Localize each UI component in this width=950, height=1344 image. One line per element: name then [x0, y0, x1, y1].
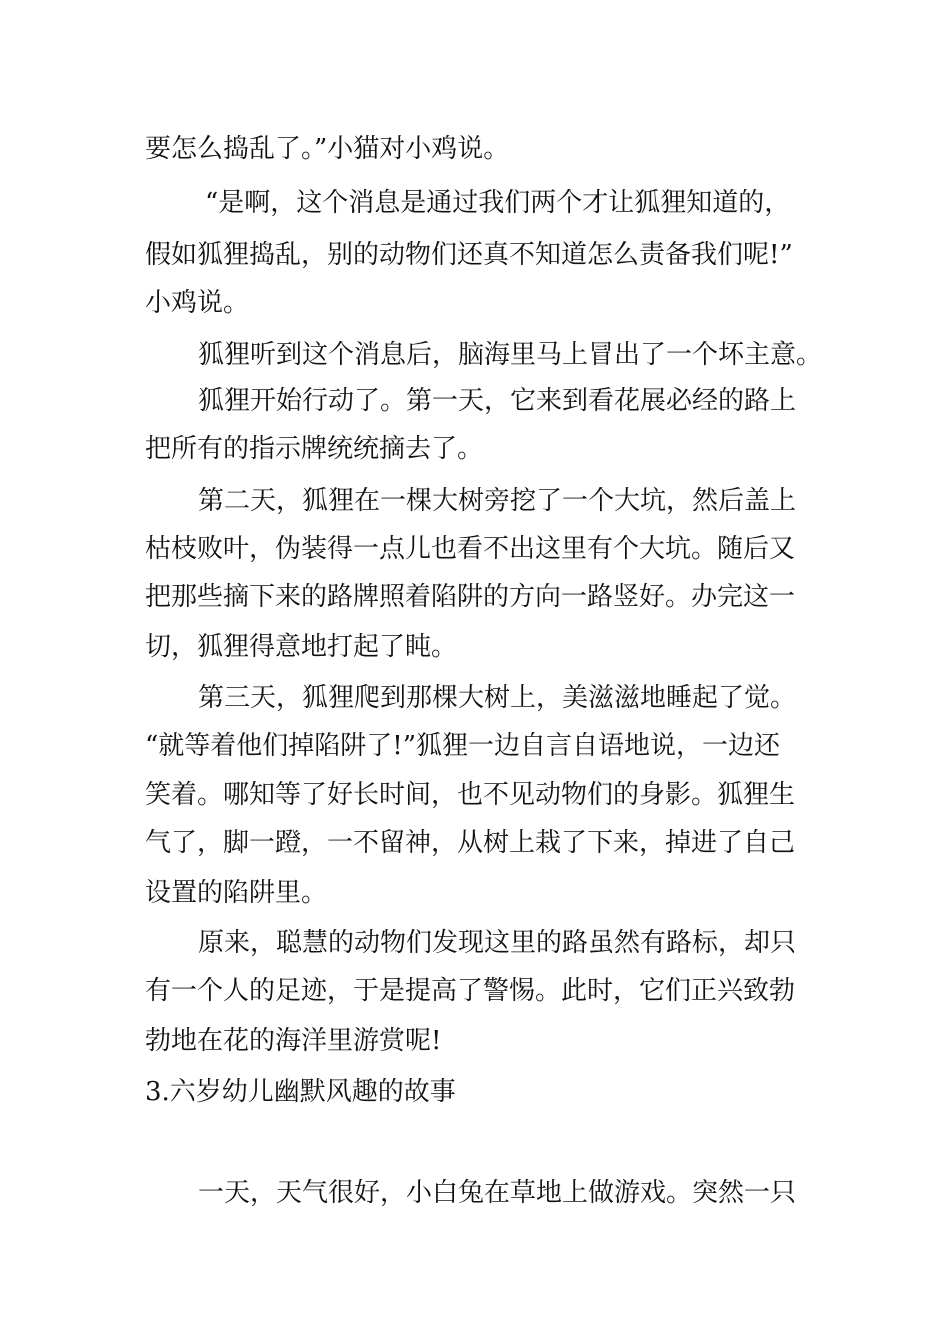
text-line: 勃地在花的海洋里游赏呢!: [145, 1026, 442, 1056]
text-line: 气了，脚一蹬，一不留神，从树上栽了下来，掉进了自己: [145, 828, 796, 858]
section-heading: 3.六岁幼儿幽默风趣的故事: [145, 1077, 456, 1107]
text-line: 有一个人的足迹，于是提高了警惕。此时，它们正兴致勃: [145, 976, 796, 1006]
text-line: “就等着他们掉陷阱了!”狐狸一边自言自语地说，一边还: [145, 731, 781, 761]
text-line: 笑着。哪知等了好长时间，也不见动物们的身影。狐狸生: [145, 780, 796, 810]
text-line: 小鸡说。: [145, 288, 250, 318]
text-line: 要怎么捣乱了。”小猫对小鸡说。: [145, 134, 510, 164]
text-line: 狐狸开始行动了。第一天，它来到看花展必经的路上: [198, 386, 797, 416]
text-line: 枯枝败叶，伪装得一点儿也看不出这里有个大坑。随后又: [145, 534, 796, 564]
text-line: 一天，天气很好，小白兔在草地上做游戏。突然一只: [198, 1178, 797, 1208]
text-line: “是啊，这个消息是通过我们两个才让狐狸知道的，: [205, 188, 791, 218]
text-line: 把那些摘下来的路牌照着陷阱的方向一路竖好。办完这一: [145, 582, 796, 612]
text-line: 原来，聪慧的动物们发现这里的路虽然有路标，却只: [198, 928, 797, 958]
text-line: 设置的陷阱里。: [145, 878, 328, 908]
text-line: 第二天，狐狸在一棵大树旁挖了一个大坑，然后盖上: [198, 486, 797, 516]
text-line: 假如狐狸捣乱，别的动物们还真不知道怎么责备我们呢!”: [145, 240, 793, 270]
text-line: 把所有的指示牌统统摘去了。: [145, 434, 484, 464]
text-line: 第三天，狐狸爬到那棵大树上，美滋滋地睡起了觉。: [198, 683, 797, 713]
text-line: 切，狐狸得意地打起了盹。: [145, 632, 458, 662]
text-line: 狐狸听到这个消息后，脑海里马上冒出了一个坏主意。: [198, 340, 823, 370]
